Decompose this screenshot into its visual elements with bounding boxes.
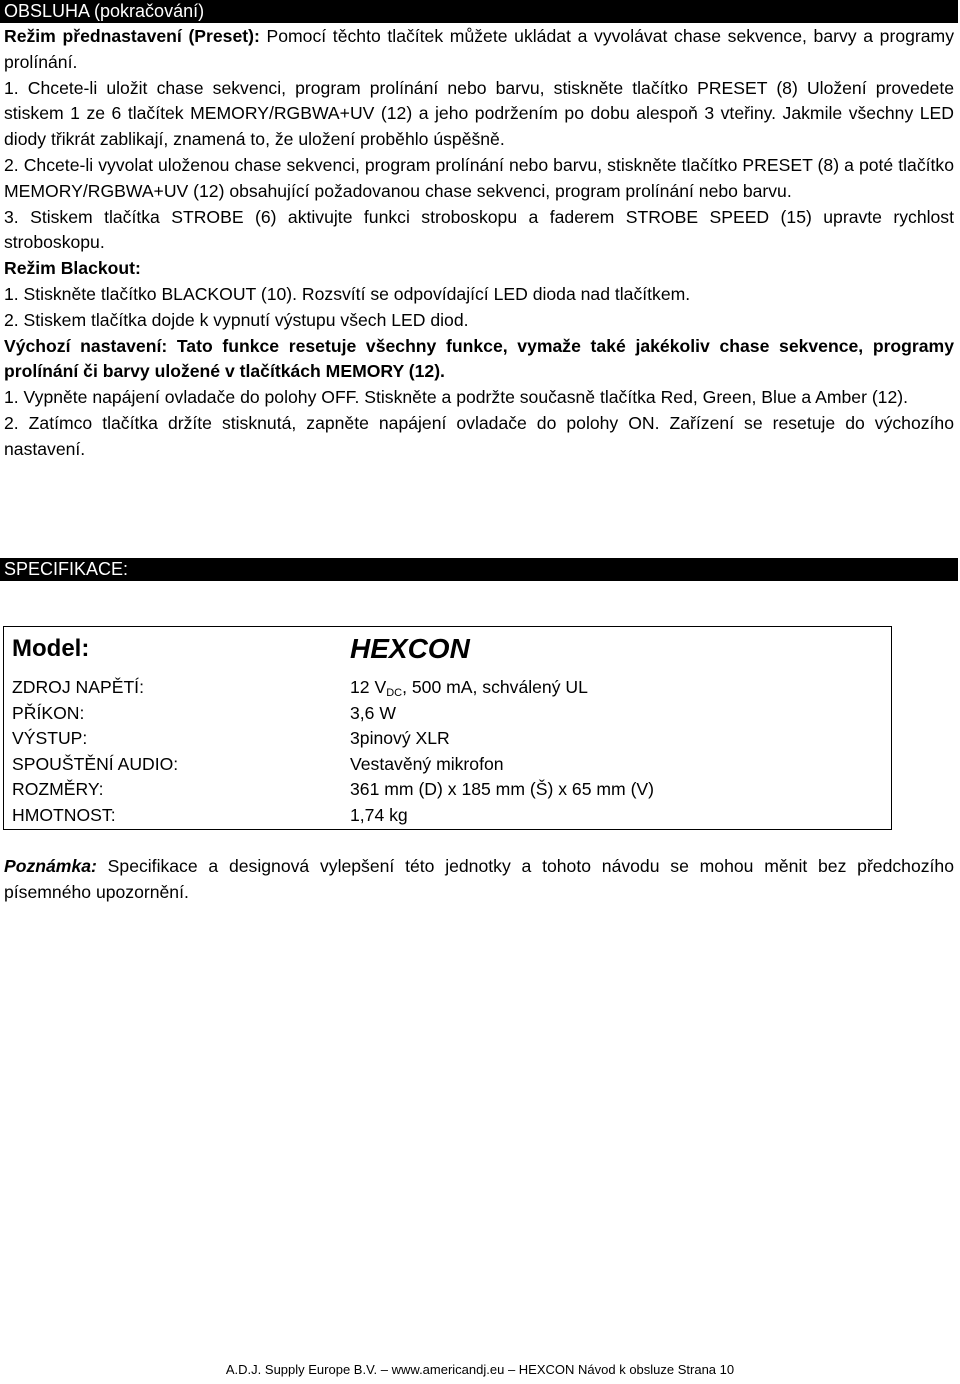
spec-model-label: Model: [12, 635, 90, 662]
spec-label: HMOTNOST: [12, 804, 116, 825]
preset-intro: Pomocí těchto tlačítek můžete ukládat a vyvolávat chase sekvence, barvy a programy prolínání. [4, 26, 954, 72]
spec-row [12, 777, 655, 802]
spec-label: PŘÍKON: [12, 702, 85, 723]
blackout-step-2: 2. Stiskem tlačítka dojde k vypnutí výstupu všech LED diod. [4, 309, 469, 330]
page-footer: A.D.J. Supply Europe B.V. – www.americandj.eu – HEXCON Návod k obsluze Strana 10 [225, 1362, 735, 1377]
spec-value: 3pinový XLR [350, 728, 450, 748]
spec-row [12, 752, 504, 777]
spec-table [3, 626, 892, 830]
preset-step-1: 1. Chcete-li uložit chase sekvenci, program prolínání nebo barvu, stiskněte tlačítko PRESET (8) Uložení provedete stiskem 1 ze 6 tlačítek MEMORY/RGBWA+UV (12) a jeho podržením po dobu alespoň 3 vteřiny. Jakmile všechny LED diody třikrát zablikají, znamená to, že uložení proběhlo úspěšně. [4, 77, 954, 150]
section-title: OBSLUHA (pokračování) [4, 1, 205, 21]
note-paragraph [4, 854, 954, 906]
preset-step-3: 3. Stiskem tlačítka STROBE (6) aktivujte funkci stroboskopu a faderem STROBE SPEED (15) upravte rychlost stroboskopu. [4, 206, 954, 253]
default-intro-paragraph [4, 334, 954, 386]
note-label: Poznámka: [4, 856, 97, 876]
spec-row [12, 701, 396, 726]
spec-row [12, 803, 408, 828]
default-heading: Výchozí nastavení: [4, 335, 168, 356]
blackout-step-1: 1. Stiskněte tlačítko BLACKOUT (10). Rozsvítí se odpovídající LED dioda nad tlačítkem. [4, 283, 691, 304]
spec-value: 3,6 W [350, 702, 396, 723]
spec-label: VÝSTUP: [12, 728, 88, 748]
spec-row [12, 675, 588, 700]
preset-step-2: 2. Chcete-li vyvolat uloženou chase sekvenci, program prolínání nebo barvu, stiskněte tlačítko PRESET (8) a poté tlačítko MEMORY/RGBWA+UV (12) obsahující požadovanou chase sekvenci, program prolínání nebo barvu. [4, 154, 954, 201]
spec-label: ZDROJ NAPĚTÍ: [12, 677, 144, 697]
blackout-heading: Režim Blackout: [4, 258, 141, 279]
default-intro: Tato funkce resetuje všechny funkce, vymaže také jakékoliv chase sekvence, programy prolínání či barvy uložené v tlačítkách MEMORY (12). [4, 335, 954, 382]
spec-label: SPOUŠTĚNÍ AUDIO: [12, 753, 179, 774]
spec-label: ROZMĚRY: [12, 779, 104, 799]
spec-row [12, 726, 450, 751]
spec-value: Vestavěný mikrofon [350, 753, 504, 774]
preset-section [4, 24, 954, 463]
section-header-obsluha [0, 0, 958, 23]
spec-model-value: HEXCON [350, 633, 470, 664]
spec-section-title: SPECIFIKACE: [4, 559, 129, 579]
section-header-specifikace [0, 558, 958, 581]
note-text: Specifikace a designová vylepšení této jednotky a tohoto návodu se mohou měnit bez předchozího písemného upozornění. [4, 856, 954, 902]
spec-value: 361 mm (D) x 185 mm (Š) x 65 mm (V) [350, 779, 655, 799]
preset-intro-paragraph [4, 24, 954, 76]
default-step-2: 2. Zatímco tlačítka držíte stisknutá, zapněte napájení ovladače do polohy ON. Zařízení se resetuje do výchozího nastavení. [4, 412, 954, 459]
default-step-1: 1. Vypněte napájení ovladače do polohy OFF. Stiskněte a podržte současně tlačítka Red, Green, Blue a Amber (12). [4, 387, 908, 408]
spec-value: 1,74 kg [350, 804, 408, 825]
preset-heading: Režim přednastavení (Preset): [4, 26, 260, 46]
spec-value: 12 $V_{DC}$, 500 mA, schválený UL [350, 677, 588, 699]
